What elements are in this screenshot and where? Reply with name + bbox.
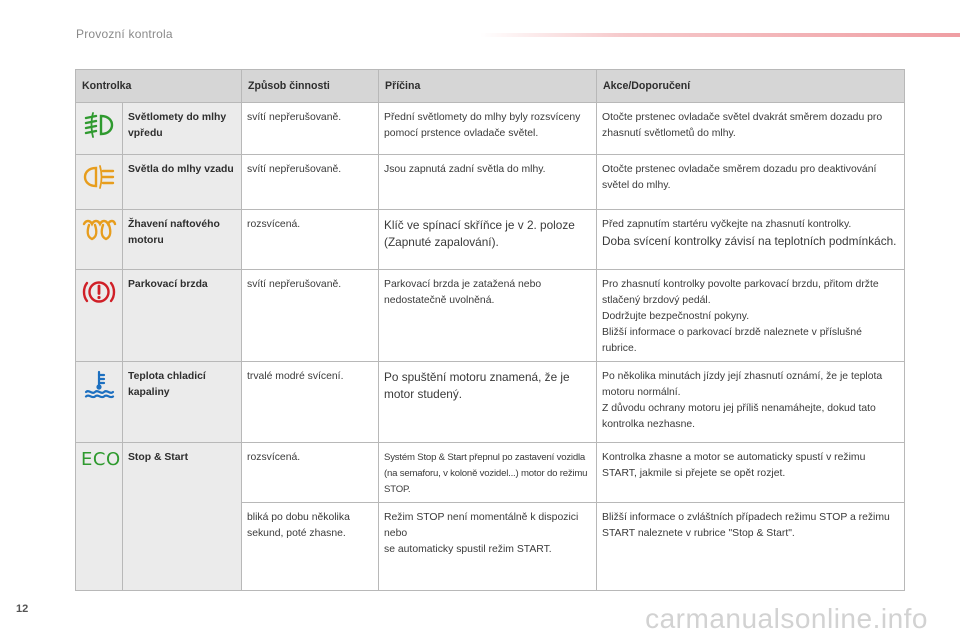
light-action: Pro zhasnutí kontrolky povolte parkovací brzdu, přitom držte stlačený brzdový pedál.: [602, 279, 879, 306]
light-cause: nebo: [384, 528, 408, 539]
light-name: Žhavení naftového motoru: [123, 210, 242, 270]
light-cause: se automaticky spustil režim START.: [384, 544, 552, 555]
light-cause: Přední světlomety do mlhy byly rozsvíceny pomocí prstence ovladače světel.: [379, 103, 597, 155]
table-row: [76, 362, 905, 443]
parking-brake-icon: [81, 277, 117, 307]
light-name: Světla do mlhy vzadu: [123, 155, 242, 210]
header-pricina: Příčina: [379, 70, 597, 103]
rear-fog-light-icon: [81, 162, 117, 192]
light-mode: svítí nepřerušovaně.: [242, 155, 379, 210]
page-number: 12: [16, 603, 29, 615]
light-name: Parkovací brzda: [123, 270, 242, 362]
table-row: [76, 270, 905, 362]
table-header-row: [76, 70, 905, 103]
light-action-note: Bližší informace o parkovací brzdě naleznete v příslušné rubrice.: [602, 327, 862, 354]
light-cause: Po spuštění motoru znamená, že je motor studený.: [379, 362, 597, 443]
light-action-note: Dodržujte bezpečnostní pokyny.: [602, 311, 750, 322]
light-mode: bliká po dobu několika sekund, poté zhasne.: [242, 503, 379, 591]
table-row: [76, 103, 905, 155]
light-cause: Klíč ve spínací skříňce je v 2. poloze (Zapnuté zapalování).: [379, 210, 597, 270]
light-cause: Parkovací brzda je zatažená nebo nedostatečně uvolněná.: [379, 270, 597, 362]
light-name: Stop & Start: [123, 443, 242, 591]
light-cause: Systém Stop & Start přepnul po zastavení vozidla (na semaforu, v koloně vozidel...) motor do režimu STOP.: [379, 443, 597, 503]
coolant-temperature-icon: [81, 369, 117, 399]
light-action-note: Doba svícení kontrolky závisí na teplotních podmínkách.: [602, 234, 897, 248]
light-action: Otočte prstenec ovladače směrem dozadu pro deaktivování světel do mlhy.: [597, 155, 905, 210]
light-action: Otočte prstenec ovladače světel dvakrát směrem dozadu pro zhasnutí světlometů do mlhy.: [597, 103, 905, 155]
header-zpusob: Způsob činnosti: [242, 70, 379, 103]
watermark: carmanualsonline.info: [645, 603, 928, 634]
light-name: Světlomety do mlhy vpředu: [123, 103, 242, 155]
light-action: Před zapnutím startéru vyčkejte na zhasnutí kontrolky.: [602, 219, 852, 230]
warning-lights-table: [75, 69, 905, 591]
light-action: Bližší informace o zvláštních případech režimu STOP a režimu START naleznete v rubrice "Stop & Start".: [597, 503, 905, 591]
table-row: [76, 443, 905, 503]
light-mode: trvalé modré svícení.: [242, 362, 379, 443]
table-row: [76, 210, 905, 270]
front-fog-light-icon: [81, 110, 117, 140]
eco-icon: ECO: [81, 449, 121, 470]
light-mode: svítí nepřerušovaně.: [242, 270, 379, 362]
light-name: Teplota chladicí kapaliny: [123, 362, 242, 443]
light-cause: Režim STOP není momentálně k dispozici: [384, 512, 579, 523]
header-kontrolka: Kontrolka: [76, 70, 242, 103]
header-akce: Akce/Doporučení: [597, 70, 905, 103]
light-cause: Jsou zapnutá zadní světla do mlhy.: [379, 155, 597, 210]
light-mode: svítí nepřerušovaně.: [242, 103, 379, 155]
table-row: [76, 155, 905, 210]
light-mode: rozsvícená.: [242, 443, 379, 503]
light-action: Kontrolka zhasne a motor se automaticky spustí v režimu START, jakmile si přejete se opět rozjet.: [597, 443, 905, 503]
section-title: Provozní kontrola: [76, 27, 173, 41]
glow-plug-icon: [81, 217, 117, 247]
light-action: Po několika minutách jízdy její zhasnutí oznámí, že je teplota motoru normální.: [602, 371, 883, 398]
light-action-note: Z důvodu ochrany motoru jej příliš nenamáhejte, dokud tato kontrolka nezhasne.: [602, 403, 876, 430]
header-accent-bar: [480, 33, 960, 37]
light-mode: rozsvícená.: [242, 210, 379, 270]
